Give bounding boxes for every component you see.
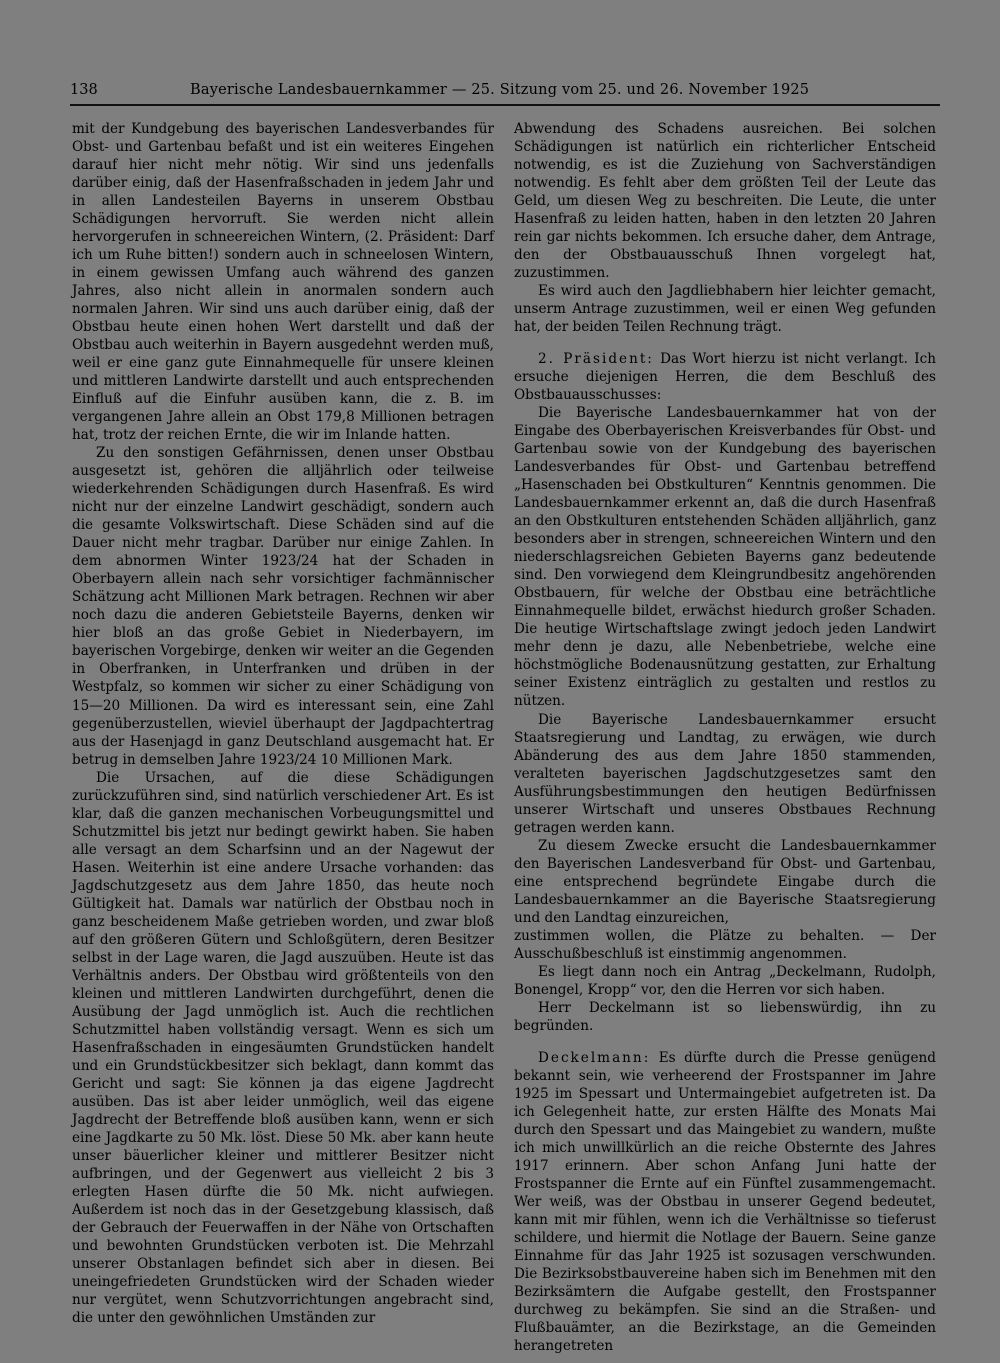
right-column: [514, 120, 936, 1355]
paragraph: [514, 1049, 936, 1355]
speaker-name: 2. Präsident:: [538, 351, 654, 368]
paragraph: [514, 350, 936, 404]
paragraph: Herr Deckelmann ist so liebenswürdig, ihn zu begründen.: [514, 999, 936, 1034]
speaker-name: Deckelmann:: [538, 1049, 651, 1066]
paragraph: Es wird auch den Jagdliebhabern hier leichter gemacht, unserm Antrage zuzustimmen, weil er einen Weg gefunden hat, der beiden Teilen Rechnung trägt.: [514, 283, 936, 336]
paragraph: Die Ursachen, auf die diese Schädigungen zurückzuführen sind, sind natürlich verschiedener Art. Es ist klar, daß die ganzen mechanischen Vorbeugungsmittel und Schutzmittel bis jetzt nur bedingt gewirkt haben. Sie haben alle versagt an dem Scharfsinn und an der Nagewut der Hasen. Weiterhin ist eine andere Ursache vorhanden: das Jagdschutzgesetz aus dem Jahre 1850, das heute noch Gültigkeit hat. Damals war natürlich der Obstbau noch in ganz bescheidenem Maße getrieben worden, und zwar bloß auf den größeren Gütern und Schloßgütern, deren Besitzer selbst in der Lage waren, die Jagd auszuüben. Heute ist das Verhältnis anders. Der Obstbau wird größtenteils von den kleinen und mittleren Landwirten durchgeführt, denen die Ausübung der Jagd unmöglich ist. Auch die rechtlichen Schutzmittel haben vollständig versagt. Wenn es sich um Hasenfraßschaden in eingesäumten Grundstücken handelt und ein Grundstückbesitzer sich beklagt, dann kommt das Gericht und sagt: Sie können ja das eigene Jagdrecht ausüben. Das ist aber leider unmöglich, weil das eigene Jagdrecht der Betreffende bloß ausüben kann, wenn er sich eine Jagdkarte zu 50 Mk. löst. Diese 50 Mk. aber kann heute unser bäuerlicher kleiner und mittlerer Besitzer nicht aufbringen, und der Gegenwert aus vielleicht 2 bis 3 erlegten Hasen dürfte die 50 Mk. nicht aufwiegen. Außerdem ist noch das in der Gesetzgebung klassisch, daß der Gebrauch der Feuerwaffen in der Nähe von Ortschaften und bewohnten Grundstücken verboten ist. Die Mehrzahl unserer Obstanlagen befindet sich aber in diesen. Bei uneingefriedeten Grundstücken wird der Schaden wieder nur vergütet, wenn Schutzvorrichtungen angebracht sind, die unter den gewöhnlichen Umständen zur: [72, 769, 494, 1327]
left-column: [72, 120, 494, 1327]
resolution-paragraph: Die Bayerische Landesbauernkammer ersucht Staatsregierung und Landtag, zu erwägen, wie durch Abänderung des aus dem Jahre 1850 stammenden, veralteten bayerischen Jagdschutzgesetzes samt den Ausführungsbestimmungen den heutigen Bedürfnissen unserer Wirtschaft und unseres Obstbaues Rechnung getragen werden kann.: [514, 711, 936, 836]
header-rule: [70, 104, 940, 106]
paragraph: mit der Kundgebung des bayerischen Landesverbandes für Obst- und Gartenbau befaßt und ist ein weiteres Eingehen darauf hier nicht mehr nötig. Wir sind uns jedenfalls darüber einig, daß der Hasenfraßschaden in jedem Jahr und in allen Landesteilen Bayerns in unserem Obstbau Schädigungen hervorruft. Sie werden nicht allein hervorgerufen in schneereichen Wintern, (2. Präsident: Darf ich um Ruhe bitten!) sondern auch in schneelosen Wintern, in einem gewissen Umfang auch während des ganzen Jahres, also nicht allein in anormalen sondern auch normalen Jahren. Wir sind uns auch darüber einig, daß der Obstbau heute einen hohen Wert darstellt und daß der Obstbau auch weiterhin in Bayern ausgedehnt werden muß, weil er eine ganz gute Einnahmequelle für unsere kleinen und mittleren Landwirte darstellt und auch entsprechenden Einfluß auf die Einfuhr ausüben kann, die z. B. im vergangenen Jahre allein an Obst 179,8 Millionen betragen hat, trotz der reichen Ernte, die wir im Inlande hatten.: [72, 121, 494, 444]
speech-text: Es dürfte durch die Presse genügend bekannt sein, wie verheerend der Frostspanner im Jahre 1925 im Spessart und Untermaingebiet aufgetreten ist. Da ich Gelegenheit hatte, zur ersten Hälfte des Monats Mai durch den Spessart und das Maingebiet zu wandern, mußte ich mich unwillkürlich an die reiche Obsternte des Jahres 1917 erinnern. Aber schon Anfang Juni hatte der Frostspanner die Ernte auf ein Fünftel zusammengemacht. Wer weiß, was der Obstbau in unserer Gegend bedeutet, kann mit mir fühlen, wenn ich die Verhältnisse so tieferust schildere, und hiermit die Notlage der Bauern. Seine ganze Einnahme für das Jahr 1925 ist sozusagen verschwunden. Die Bezirksobstbauvereine haben sich im Benehmen mit den Bezirksämtern die Aufgabe gestellt, den Frostspanner durchweg zu bekämpfen. Sie sind an die Straßen- und Flußbauämter, an die Bezirkstage, an die Gemeinden herangetreten: [514, 1049, 936, 1355]
paragraph: Zu den sonstigen Gefährnissen, denen unser Obstbau ausgesetzt ist, gehören die alljährlich oder teilweise wiederkehrenden Schädigungen durch Hasenfraß. Es wird nicht nur der einzelne Landwirt geschädigt, sondern auch die gesamte Volkswirtschaft. Diese Schäden sind auf die Dauer nicht mehr tragbar. Darüber nur einige Zahlen. In dem abnormen Winter 1923/24 hat der Schaden in Oberbayern allein nach sehr vorsichtiger fachmännischer Schätzung acht Millionen Mark betragen. Rechnen wir aber noch dazu die anderen Gebietsteile Bayerns, denken wir hier bloß an das große Gebiet in Niederbayern, im bayerischen Vorgebirge, denken wir weiter an die Gegenden in Oberfranken, in Unterfranken und drüben in der Westpfalz, so kommen wir sicher zu einer Schädigung von 15—20 Millionen. Da wird es interessant sein, eine Zahl gegenüberzustellen, wieviel überhaupt der Jagdpachtertrag aus der Hasenjagd in ganz Deutschland ausgemacht hat. Er betrug in demselben Jahre 1923/24 10 Millionen Mark.: [72, 445, 494, 768]
resolution-paragraph: Zu diesem Zwecke ersucht die Landesbauernkammer den Bayerischen Landesverband für Obst- und Gartenbau, eine entsprechend begründete Eingabe durch die Landesbauernkammer an die Bayerische Staatsregierung und den Landtag einzureichen,: [514, 837, 936, 926]
speech-text: Das Wort hierzu ist nicht verlangt. Ich ersuche diejenigen Herren, die dem Beschluß des Obstbauausschusses:: [514, 351, 936, 404]
paragraph: zustimmen wollen, die Plätze zu behalten. — Der Ausschußbeschluß ist einstimmig angenommen.: [514, 927, 936, 962]
running-title: Bayerische Landesbauernkammer — 25. Sitzung vom 25. und 26. November 1925: [190, 82, 810, 98]
paragraph: Abwendung des Schadens ausreichen. Bei solchen Schädigungen ist natürlich ein richterlicher Entscheid notwendig, es ist die Zuziehung von Sachverständigen notwendig. Es fehlt aber dem größten Teil der Leute das Geld, um diesen Weg zu beschreiten. Die Leute, die unter Hasenfraß zu leiden hatten, haben in den letzten 20 Jahren rein gar nichts bekommen. Ich ersuche daher, dem Antrage, den der Obstbauausschuß Ihnen vorgelegt hat, zuzustimmen.: [514, 121, 936, 282]
page-number: 138: [70, 82, 98, 98]
paragraph: Es liegt dann noch ein Antrag „Deckelmann, Rudolph, Bonengel, Kropp“ vor, den die Herren vor sich haben.: [514, 963, 936, 998]
resolution-paragraph: Die Bayerische Landesbauernkammer hat von der Eingabe des Oberbayerischen Kreisverbandes für Obst- und Gartenbau sowie von der Kundgebung des bayerischen Landesverbandes für Obst- und Gartenbau betreffend „Hasenschaden bei Obstkulturen“ Kenntnis genommen. Die Landesbauernkammer erkennt an, daß die durch Hasenfraß an den Obstkulturen entstehenden Schäden alljährlich, ganz besonders aber in strengen, schneereichen Wintern und den niederschlagsreichen Gebieten Bayerns ganz bedeutende sind. Den vorwiegend dem Kleingrundbesitz angehörenden Obstbauern, für welche der Obstbau eine beträchtliche Einnahmequelle bildet, erwächst hiedurch großer Schaden. Die heutige Wirtschaftslage zwingt jedoch jeden Landwirt mehr denn je dazu, alle Nebenbetriebe, welche eine höchstmögliche Bodenausnützung gestatten, zur Erhaltung seiner Existenz einträglich zu gestalten und restlos zu nützen.: [514, 405, 936, 710]
